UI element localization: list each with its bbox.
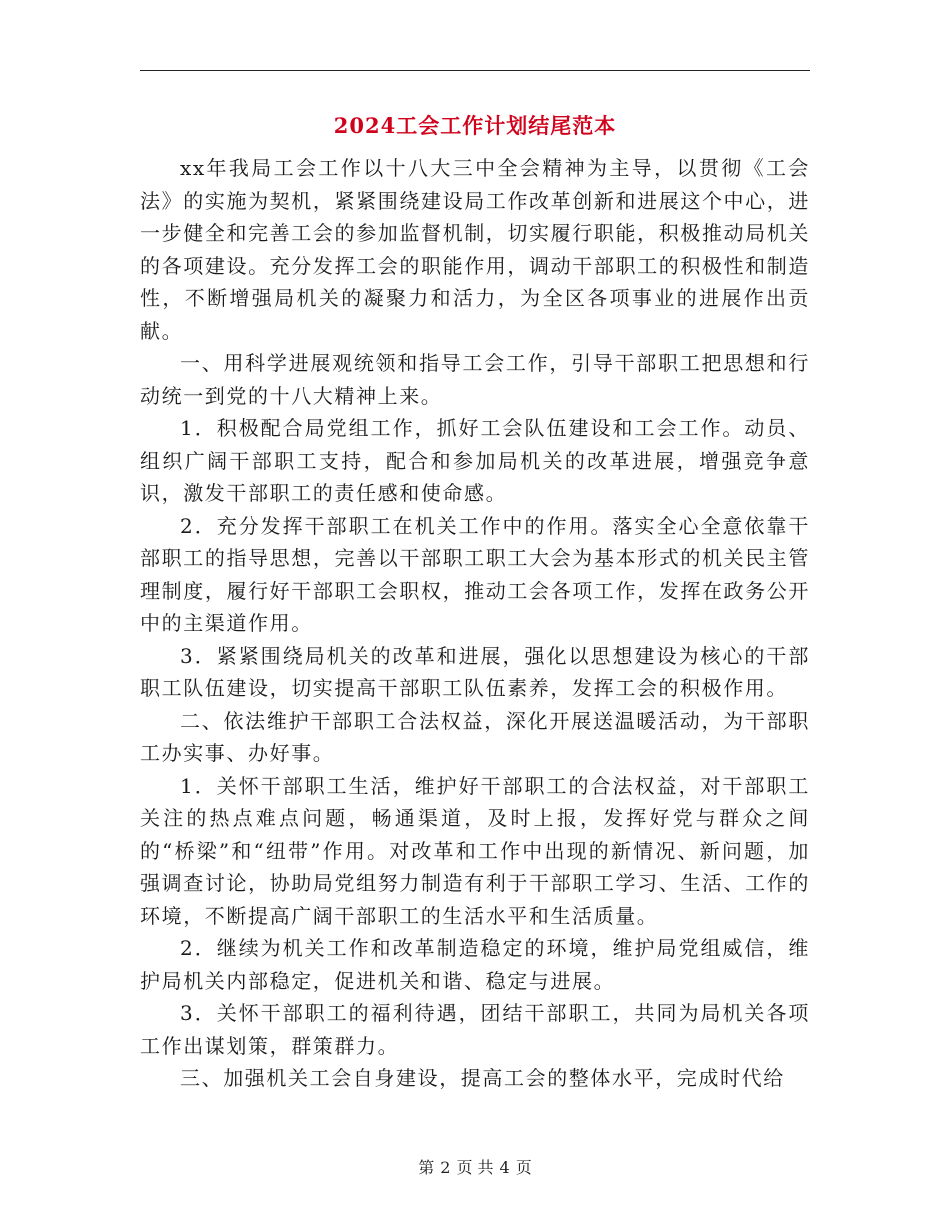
section-2-heading: 二、依法维护干部职工合法权益，深化开展送温暖活动，为干部职工办实事、办好事。 bbox=[140, 708, 810, 765]
header-rule bbox=[140, 70, 810, 71]
section-3-heading: 三、加强机关工会自身建设，提高工会的整体水平，完成时代给 bbox=[180, 1066, 785, 1090]
total-pages-number: 4 bbox=[499, 1158, 510, 1177]
section-1-item-1: 1．积极配合局党组工作，抓好工会队伍建设和工会工作。动员、组织广阔干部职工支持，配合和参加局机关的改革进展，增强竞争意识，激发干部职工的责任感和使命感。 bbox=[140, 416, 810, 505]
section-1-item-3: 3．紧紧围绕局机关的改革和进展，强化以思想建设为核心的干部职工队伍建设，切实提高干部职工队伍素养，发挥工会的积极作用。 bbox=[140, 643, 810, 700]
footer-suffix: 页 bbox=[515, 1158, 532, 1177]
section-2-item-1: 1．关怀干部职工生活，维护好干部职工的合法权益，对干部职工关注的热点难点问题，畅通渠道，及时上报，发挥好党与群众之间的“桥梁”和“纽带”作用。对改革和工作中出现的新情况、新问题，加强调查讨论，协助局党组努力制造有利于干部职工学习、生活、工作的环境，不断提高广阔干部职工的生活水平和生活质量。 bbox=[140, 773, 810, 928]
section-1-heading: 一、用科学进展观统领和指导工会工作，引导干部职工把思想和行动统一到党的十八大精神上来。 bbox=[140, 351, 810, 408]
footer-middle: 页 共 bbox=[456, 1158, 494, 1177]
current-page-number: 2 bbox=[440, 1158, 451, 1177]
footer-prefix: 第 bbox=[418, 1158, 435, 1177]
document-title: 2024工会工作计划结尾范本 bbox=[333, 113, 617, 138]
section-1-item-2: 2．充分发挥干部职工在机关工作中的作用。落实全心全意依靠干部职工的指导思想，完善以干部职工职工大会为基本形式的机关民主管理制度，履行好干部职工会职权，推动工会各项工作，发挥在政务公开中的主渠道作用。 bbox=[140, 513, 810, 635]
intro-paragraph: xx年我局工会工作以十八大三中全会精神为主导，以贯彻《工会法》的实施为契机，紧紧围绕建设局工作改革创新和进展这个中心，进一步健全和完善工会的参加监督机制，切实履行职能，积极推动局机关的各项建设。充分发挥工会的职能作用，调动干部职工的积极性和制造性，不断增强局机关的凝聚力和活力，为全区各项事业的进展作出贡献。 bbox=[140, 156, 810, 343]
page-footer bbox=[0, 1155, 950, 1178]
section-2-item-2: 2．继续为机关工作和改革制造稳定的环境，维护局党组威信，维护局机关内部稳定，促进机关和谐、稳定与进展。 bbox=[140, 936, 810, 993]
document-body bbox=[140, 152, 810, 1095]
section-2-item-3: 3．关怀干部职工的福利待遇，团结干部职工，共同为局机关各项工作出谋划策，群策群力。 bbox=[140, 1001, 810, 1058]
